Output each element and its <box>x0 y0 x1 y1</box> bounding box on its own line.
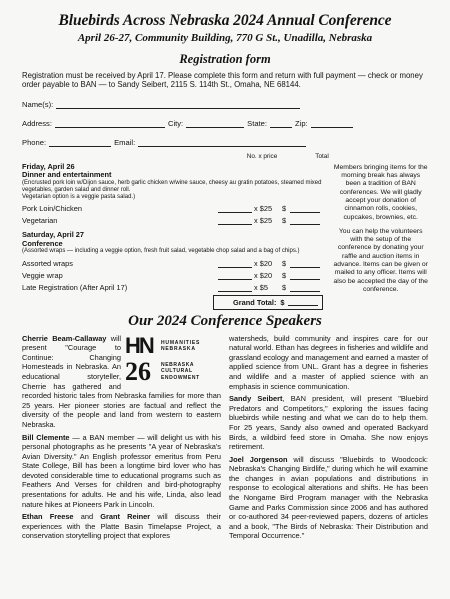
item-name: Assorted wraps <box>22 258 73 268</box>
conjunction: and <box>73 512 101 522</box>
hn-logo-text-2: NEBRASKA <box>161 345 196 352</box>
speaker-name: Sandy Seibert <box>229 394 283 404</box>
state-field[interactable] <box>270 120 292 128</box>
speaker-bio: will discuss "Bluebirds to Woodcock: Nebraska's Changing Birdlife," during which he will examine the changes in avian populations and distributions in response to ecological alterations and shifts. He has been the Nongame Bird Program manager with the Nebraska Game and Parks Commission since 2006 and has authored or co-authored 34 peer-reviewed papers, dozens of articles and a book, "The Birds of Nebraska: Their Distribution and Temporal Occurrence." <box>229 454 428 541</box>
zip-field[interactable] <box>311 120 353 128</box>
total-field[interactable] <box>290 260 320 268</box>
speaker-ethan-grant-continued: watersheds, build community and inspires care for our natural world. Ethan has degrees in fisheries and wildlife and grassland ecology and management and earned a master of applied science from UNL. Grant has a degree in fisheries and wildlife and a master of applied science with an emphasis in science communication. <box>229 333 428 391</box>
volunteer-notes <box>333 164 428 310</box>
speaker-bio: , BAN president, will present "Bluebird Predators and Competitors," exploring the issues facing bluebirds while nesting and what we can do to help them. For 25 years, Sandy also owned and operated Backyard Birds, a wildbird feed store in Omaha. She now enjoys retirement. <box>229 394 428 452</box>
friday-menu-note: (Encrusted pork loin w/Dijon sauce, herb garlic chicken w/wine sauce, cheesy au gratin potatoes, steamed mixed vegetables, garden salad and dinner roll. <box>22 180 322 194</box>
hn-logo-mark: HN <box>125 332 153 358</box>
grand-total-dollar: $ <box>280 297 285 307</box>
speaker-name: Cherrie Beam-Callaway <box>22 333 107 343</box>
speaker-name: Bill Clemente <box>22 432 70 442</box>
dollar-sign: $ <box>282 216 287 226</box>
city-label: City: <box>167 118 184 128</box>
total-header: Total <box>315 152 329 160</box>
speakers-column-left <box>22 334 221 544</box>
hn-logo-text-1: HUMANITIES <box>161 339 201 346</box>
contact-row <box>22 134 428 147</box>
no-x-price-header: No. x price <box>246 152 278 160</box>
email-field[interactable] <box>138 139 306 147</box>
item-name: Vegetarian <box>22 216 58 226</box>
nce-logo-text-1: NEBRASKA <box>161 361 195 368</box>
saturday-heading: Saturday, April 27 <box>22 230 85 240</box>
total-field[interactable] <box>290 205 320 213</box>
names-label: Name(s): <box>22 99 54 109</box>
nce-logo-text-3: ENDOWMENT <box>161 374 200 381</box>
form-title: Registration form <box>179 52 271 66</box>
order-row <box>22 282 327 292</box>
state-label: State: <box>247 118 267 128</box>
item-name: Veggie wrap <box>22 270 63 280</box>
address-label: Address: <box>22 118 52 128</box>
saturday-subheading: Conference <box>22 238 63 248</box>
humanities-nebraska-logo <box>125 332 221 358</box>
city-field[interactable] <box>186 120 244 128</box>
quantity-field[interactable] <box>218 284 252 292</box>
raffle-auction-note: You can help the volunteers with the setup of the conference by donating your raffle and auction items in advance. Items can be given or mailed to any officer. Items will also be accepted the day of the conference. <box>333 227 428 293</box>
saturday-menu-note: (Assorted wraps — including a veggie option, fresh fruit salad, vegetable chop salad and a bag of chips.) <box>22 248 300 255</box>
order-row <box>22 203 327 213</box>
item-name: Late Registration (After April 17) <box>22 282 128 292</box>
zip-label: Zip: <box>295 118 308 128</box>
item-price: x $25 <box>254 216 273 226</box>
event-subtitle: April 26-27, Community Building, 770 G St., Unadilla, Nebraska <box>77 32 373 44</box>
order-row <box>22 258 327 268</box>
friday-subheading: Dinner and entertainment <box>22 170 112 180</box>
item-price: x $5 <box>254 282 268 292</box>
quantity-field[interactable] <box>218 260 252 268</box>
item-price: x $25 <box>254 204 273 214</box>
speaker-ethan-grant <box>22 512 221 541</box>
speaker-sandy <box>229 394 428 452</box>
speakers-heading: Our 2024 Conference Speakers <box>128 312 322 329</box>
total-field[interactable] <box>290 272 320 280</box>
order-row <box>22 215 327 225</box>
quantity-field[interactable] <box>218 217 252 225</box>
speaker-name: Grant Reiner <box>100 512 151 522</box>
dollar-sign: $ <box>282 204 287 214</box>
nebraska-cultural-endowment-logo <box>125 356 221 386</box>
phone-label: Phone: <box>22 137 47 147</box>
grand-total-label: Grand Total: <box>233 297 277 307</box>
grand-total-row <box>22 295 327 310</box>
speakers-section <box>22 334 428 544</box>
nce-logo-mark: 26 <box>125 356 151 386</box>
dollar-sign: $ <box>282 258 287 268</box>
speaker-name: Joel Jorgenson <box>229 454 288 464</box>
total-field[interactable] <box>290 217 320 225</box>
sponsor-logos <box>125 332 221 386</box>
names-row <box>22 96 428 109</box>
speaker-bio: — a BAN member — will delight us with his personal photographs as he presents "A year of Nebraska's Avian Diversity." An English professor emeritus from Peru State College, Bill has been a longtime bird lover who has devoted considerable time to educational programs such as Feathers And Verses for children and bird-photography presentations for adults. He and his wife, Linda, also lead nature hikes at Pioneers Park in Lincoln. <box>22 432 221 509</box>
speaker-bill <box>22 433 221 510</box>
item-name: Pork Loin/Chicken <box>22 204 82 214</box>
item-price: x $20 <box>254 258 273 268</box>
address-field[interactable] <box>55 120 165 128</box>
quantity-field[interactable] <box>218 205 252 213</box>
friday-vegetarian-note: Vegetarian option is a veggie pasta salad.) <box>22 194 136 201</box>
page-title: Bluebirds Across Nebraska 2024 Annual Conference <box>58 12 392 29</box>
names-field[interactable] <box>56 101 300 109</box>
order-row <box>22 270 327 280</box>
dollar-sign: $ <box>282 270 287 280</box>
speakers-column-right <box>229 334 428 544</box>
email-label: Email: <box>114 137 136 147</box>
phone-field[interactable] <box>49 139 111 147</box>
nce-logo-text-2: CULTURAL <box>161 368 193 375</box>
order-items <box>22 161 327 310</box>
morning-break-note: Members bringing items for the morning break has always been a tradition of BAN conferences. We will gladly accept your donation of cinnamon rolls, cookies, cupcakes, brownies, etc. <box>333 163 428 221</box>
grand-total-field[interactable] <box>288 298 318 306</box>
quantity-field[interactable] <box>218 272 252 280</box>
price-column-headers <box>222 153 428 160</box>
speaker-bio: will discuss their experiences with the Platte Basin Timelapse Project, a conservation storytelling project that explores <box>22 512 221 541</box>
dollar-sign: $ <box>282 282 287 292</box>
speaker-joel <box>229 455 428 541</box>
grand-total-box <box>213 295 323 310</box>
order-form <box>22 161 428 310</box>
speaker-bio: will present "Courage to Continue: Changing Homesteads in Nebraska. An educational storyteller, Cherrie has gathered and recorded historic tales from Nebraska families for more than 25 years. Her pioneer stories are factual and reflect the diversity of the people and land from western to eastern Nebraska. <box>22 333 221 429</box>
total-field[interactable] <box>290 284 320 292</box>
address-row <box>22 115 428 128</box>
form-instructions: Registration must be received by April 17. Please complete this form and return with full payment — check or money order payable to BAN — to Sandy Seibert, 2115 S. 114th St., Omaha, NE 68144. <box>22 71 423 90</box>
item-price: x $20 <box>254 270 273 280</box>
friday-heading: Friday, April 26 <box>22 161 75 171</box>
speaker-name: Ethan Freese <box>22 512 74 522</box>
